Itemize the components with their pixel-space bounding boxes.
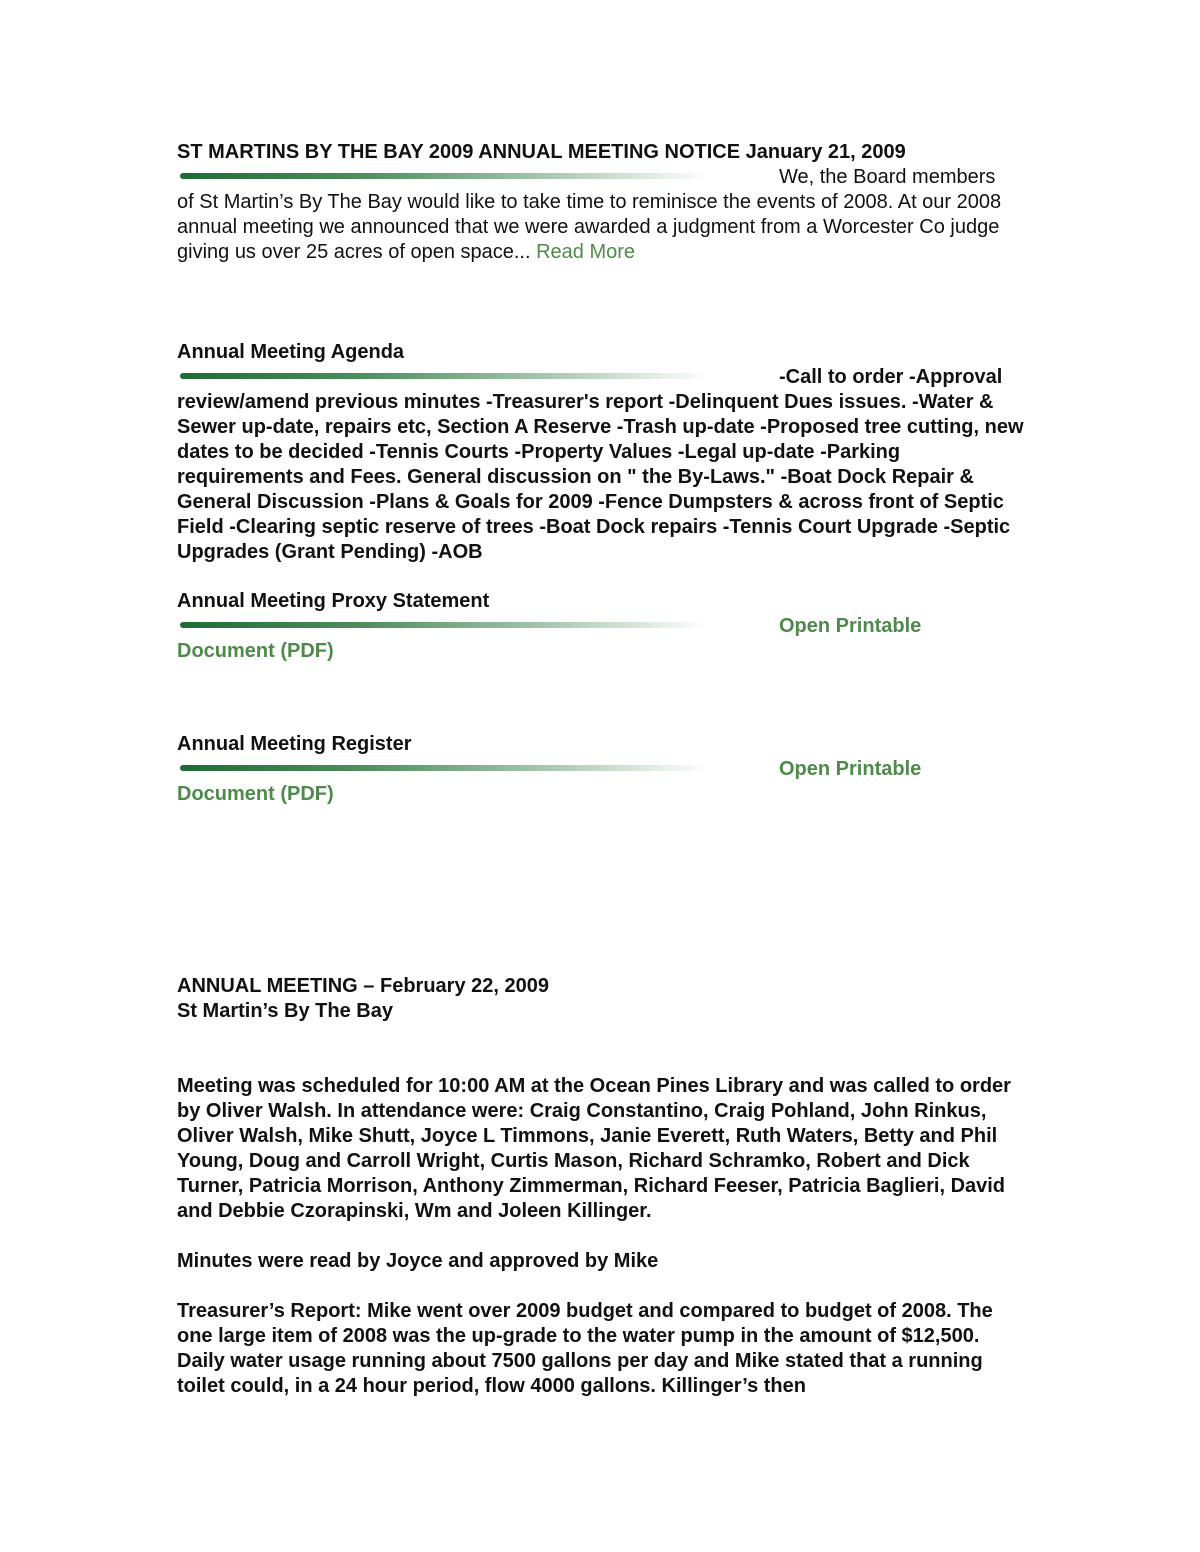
gradient-divider [180, 173, 708, 179]
agenda-first: -Call to order -Approval [779, 366, 1003, 388]
minutes-attendance: Meeting was scheduled for 10:00 AM at the Ocean Pines Library and was called to order by Oliver Walsh. In attendance were: Craig Constantino, Craig Pohland, John Rinkus, Oliver Walsh, Mike Shutt, Joyce L Timmons, Janie Everett, Ruth Waters, Betty and Phil Young, Doug and Carroll Wright, Curtis Mason, Richard Schramko, Robert and Dick Turner, Patricia Morrison, Anthony Zimmerman, Richard Feeser, Patricia Baglieri, David and Debbie Czorapinski, Wm and Joleen Killinger. [177, 1075, 1011, 1222]
gradient-divider [180, 373, 708, 379]
notice-intro-text: of St Martin’s By The Bay would like to take time to reminisce the events of 2008. At our 2008 annual meeting we announced that we were awarded a judgment from a Worcester Co judge giving us over 25 acres of open space... [177, 191, 1002, 263]
minutes-approval: Minutes were read by Joyce and approved by Mike [177, 1250, 659, 1272]
read-more-link[interactable]: Read More [536, 241, 636, 263]
register-link-rest[interactable]: Document (PDF) [177, 783, 334, 805]
notice-title: ST MARTINS BY THE BAY 2009 ANNUAL MEETING NOTICE January 21, 2009 [177, 141, 906, 163]
notice-rule-line [177, 165, 1027, 190]
minutes-treasurer: Treasurer’s Report: Mike went over 2009 budget and compared to budget of 2008. The one large item of 2008 was the up-grade to the water pump in the amount of $12,500. Daily water usage running about 7500 gallons per day and Mike stated that a running toilet could, in a 24 hour period, flow 4000 gallons. Killinger’s then [177, 1300, 993, 1397]
document-page [177, 140, 1027, 1399]
agenda-rule-line [177, 365, 1027, 390]
register-link-first[interactable]: Open Printable [779, 758, 922, 780]
agenda-title: Annual Meeting Agenda [177, 341, 405, 363]
gradient-divider [180, 765, 708, 771]
proxy-link-rest[interactable]: Document (PDF) [177, 640, 334, 662]
register-rule-line [177, 757, 1027, 782]
agenda-items: review/amend previous minutes -Treasurer's report -Delinquent Dues issues. -Water & Sewer up-date, repairs etc, Section A Reserve -Trash up-date -Proposed tree cutting, new dates to be decided -Tennis Courts -Property Values -Legal up-date -Parking requirements and Fees. General discussion on " the By-Laws." -Boat Dock Repair & General Discussion -Plans & Goals for 2009 -Fence Dumpsters & across front of Septic Field -Clearing septic reserve of trees -Boat Dock repairs -Tennis Court Upgrade -Septic Upgrades (Grant Pending) -AOB [177, 391, 1024, 563]
proxy-link-first[interactable]: Open Printable [779, 615, 922, 637]
proxy-rule-line [177, 614, 1027, 639]
minutes-heading-line1: ANNUAL MEETING – February 22, 2009 [177, 975, 549, 997]
minutes-heading-line2: St Martin’s By The Bay [177, 1000, 393, 1022]
notice-intro [177, 190, 1027, 265]
register-title: Annual Meeting Register [177, 733, 412, 755]
proxy-title: Annual Meeting Proxy Statement [177, 590, 490, 612]
gradient-divider [180, 622, 708, 628]
notice-intro-first: We, the Board members [779, 166, 996, 188]
